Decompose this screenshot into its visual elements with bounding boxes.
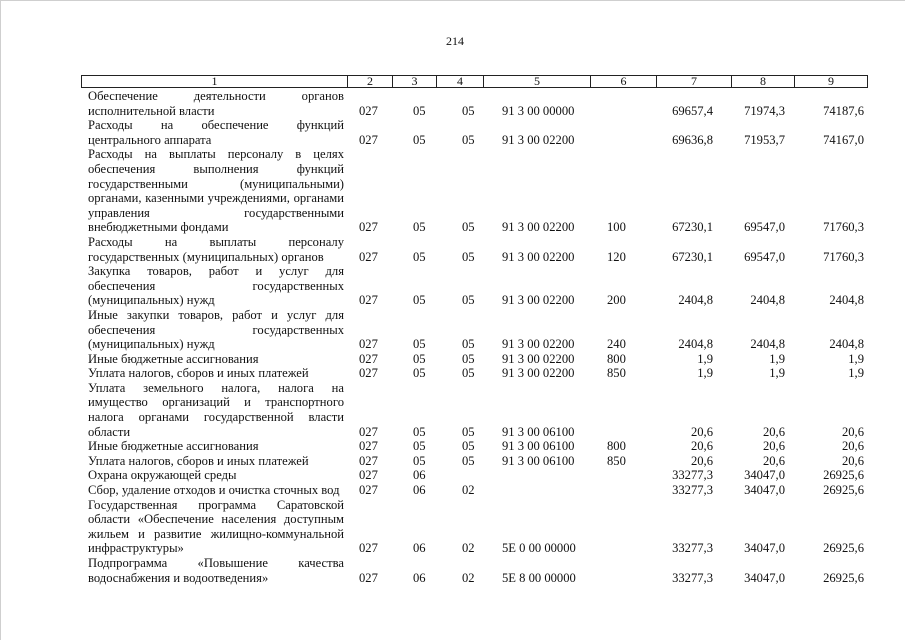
- header-col-8: 8: [731, 76, 794, 87]
- row-amount-year-2: 69547,0: [744, 249, 785, 264]
- row-ved-code: 027: [359, 541, 378, 556]
- row-amount-year-2: 71974,3: [744, 103, 785, 118]
- row-target-article-code: 91 3 00 00000: [502, 103, 575, 118]
- row-item-name: Сбор, удаление отходов и очистка сточных вод: [88, 483, 340, 498]
- row-subsection-code: 02: [462, 483, 475, 498]
- row-amount-year-2: 34047,0: [744, 570, 785, 585]
- row-amount-year-1: 33277,3: [672, 570, 713, 585]
- row-ved-code: 027: [359, 468, 378, 483]
- row-subsection-code: 02: [462, 570, 475, 585]
- row-ved-code: 027: [359, 337, 378, 352]
- row-amount-year-3: 20,6: [841, 439, 864, 454]
- row-subsection-code: 02: [462, 541, 475, 556]
- row-amount-year-3: 71760,3: [823, 249, 864, 264]
- row-target-article-code: 91 3 00 02200: [502, 351, 575, 366]
- table-row: [88, 308, 868, 352]
- row-ved-code: 027: [359, 483, 378, 498]
- row-ved-code: 027: [359, 439, 378, 454]
- row-item-name: Иные бюджетные ассигнования: [88, 439, 259, 454]
- row-subsection-code: 05: [462, 132, 475, 147]
- row-amount-year-3: 26925,6: [823, 468, 864, 483]
- row-amount-year-1: 1,9: [697, 366, 713, 381]
- row-amount-year-2: 20,6: [762, 453, 785, 468]
- row-target-article-code: 91 3 00 02200: [502, 366, 575, 381]
- row-section-code: 05: [413, 249, 426, 264]
- row-ved-code: 027: [359, 220, 378, 235]
- row-amount-year-2: 2404,8: [750, 337, 785, 352]
- row-item-name: Иные закупки товаров, работ и услуг для обеспечения государственных (муниципальных) нужд: [88, 307, 344, 352]
- row-target-article-code: 91 3 00 02200: [502, 220, 575, 235]
- row-amount-year-1: 33277,3: [672, 483, 713, 498]
- row-amount-year-1: 2404,8: [678, 337, 713, 352]
- row-amount-year-3: 74187,6: [823, 103, 864, 118]
- row-amount-year-1: 20,6: [690, 439, 713, 454]
- row-subsection-code: 05: [462, 103, 475, 118]
- row-target-article-code: 91 3 00 02200: [502, 293, 575, 308]
- row-amount-year-1: 20,6: [690, 453, 713, 468]
- header-col-1: 1: [211, 74, 218, 88]
- table-row: [88, 235, 868, 264]
- row-amount-year-3: 2404,8: [829, 293, 864, 308]
- row-amount-year-3: 26925,6: [823, 541, 864, 556]
- row-section-code: 05: [413, 453, 426, 468]
- row-amount-year-2: 69547,0: [744, 220, 785, 235]
- table-row: [88, 352, 868, 367]
- column-number-header: [81, 75, 868, 88]
- row-target-article-code: 91 3 00 06100: [502, 439, 575, 454]
- row-ved-code: 027: [359, 103, 378, 118]
- row-amount-year-1: 33277,3: [672, 468, 713, 483]
- row-amount-year-2: 2404,8: [750, 293, 785, 308]
- row-ved-code: 027: [359, 351, 378, 366]
- table-row: [88, 147, 868, 235]
- row-item-name: Уплата налогов, сборов и иных платежей: [88, 366, 309, 381]
- row-target-article-code: 91 3 00 06100: [502, 453, 575, 468]
- row-item-name: Уплата земельного налога, налога на имущество организаций и транспортного налога органами государственной власти области: [88, 380, 344, 439]
- header-col-5: 5: [483, 76, 590, 87]
- row-amount-year-1: 2404,8: [678, 293, 713, 308]
- row-amount-year-2: 20,6: [762, 424, 785, 439]
- table-row: [88, 454, 868, 469]
- row-amount-year-2: 1,9: [769, 351, 785, 366]
- header-col-3: 3: [392, 76, 436, 87]
- row-amount-year-3: 2404,8: [829, 337, 864, 352]
- row-amount-year-1: 67230,1: [672, 249, 713, 264]
- table-row: [88, 439, 868, 454]
- row-expense-type-code: 120: [607, 249, 626, 264]
- row-subsection-code: 05: [462, 220, 475, 235]
- row-amount-year-3: 26925,6: [823, 570, 864, 585]
- row-expense-type-code: 800: [607, 439, 626, 454]
- row-amount-year-2: 1,9: [769, 366, 785, 381]
- scan-edge-top: [0, 0, 905, 1]
- row-ved-code: 027: [359, 570, 378, 585]
- row-expense-type-code: 100: [607, 220, 626, 235]
- row-subsection-code: 05: [462, 351, 475, 366]
- row-target-article-code: 91 3 00 02200: [502, 337, 575, 352]
- row-amount-year-2: 20,6: [762, 439, 785, 454]
- row-subsection-code: 05: [462, 293, 475, 308]
- row-amount-year-3: 20,6: [841, 424, 864, 439]
- row-amount-year-3: 71760,3: [823, 220, 864, 235]
- table-row: [88, 498, 868, 556]
- budget-table: [88, 89, 868, 585]
- row-item-name: Закупка товаров, работ и услуг для обеспечения государственных (муниципальных) нужд: [88, 264, 344, 308]
- row-section-code: 05: [413, 132, 426, 147]
- page-number: 214: [446, 34, 464, 48]
- row-ved-code: 027: [359, 366, 378, 381]
- row-section-code: 05: [413, 293, 426, 308]
- table-row: [88, 468, 868, 483]
- row-subsection-code: 05: [462, 337, 475, 352]
- row-section-code: 05: [413, 103, 426, 118]
- row-section-code: 05: [413, 439, 426, 454]
- row-item-name: Обеспечение деятельности органов исполнительной власти: [88, 89, 344, 118]
- row-subsection-code: 05: [462, 439, 475, 454]
- row-amount-year-3: 1,9: [848, 351, 864, 366]
- row-amount-year-1: 67230,1: [672, 220, 713, 235]
- row-amount-year-1: 69657,4: [672, 103, 713, 118]
- table-row: [88, 483, 868, 498]
- row-expense-type-code: 200: [607, 293, 626, 308]
- row-section-code: 05: [413, 337, 426, 352]
- row-expense-type-code: 800: [607, 351, 626, 366]
- row-amount-year-1: 20,6: [690, 424, 713, 439]
- table-row: [88, 89, 868, 118]
- row-amount-year-2: 71953,7: [744, 132, 785, 147]
- row-section-code: 06: [413, 570, 426, 585]
- row-section-code: 06: [413, 483, 426, 498]
- header-col-9: 9: [794, 76, 867, 87]
- row-target-article-code: 91 3 00 02200: [502, 132, 575, 147]
- row-subsection-code: 05: [462, 424, 475, 439]
- row-item-name: Расходы на выплаты персоналу в целях обеспечения выполнения функций государственными (муниципальными) органами, казенными учреждениями, органами управления государственными внебюджетными фондами: [88, 147, 344, 235]
- row-section-code: 05: [413, 424, 426, 439]
- row-section-code: 05: [413, 366, 426, 381]
- row-section-code: 05: [413, 351, 426, 366]
- row-item-name: Уплата налогов, сборов и иных платежей: [88, 453, 309, 468]
- row-target-article-code: 5Е 0 00 00000: [502, 541, 576, 556]
- header-col-4: 4: [436, 76, 483, 87]
- row-ved-code: 027: [359, 424, 378, 439]
- table-row: [88, 381, 868, 439]
- header-col-2: 2: [347, 76, 392, 87]
- row-amount-year-3: 74167,0: [823, 132, 864, 147]
- row-target-article-code: 5Е 8 00 00000: [502, 570, 576, 585]
- scan-edge-left: [0, 0, 1, 640]
- row-ved-code: 027: [359, 132, 378, 147]
- row-amount-year-1: 1,9: [697, 351, 713, 366]
- row-subsection-code: 05: [462, 453, 475, 468]
- row-item-name: Расходы на обеспечение функций центрального аппарата: [88, 118, 344, 147]
- row-subsection-code: 05: [462, 249, 475, 264]
- row-ved-code: 027: [359, 293, 378, 308]
- header-col-6: 6: [590, 76, 656, 87]
- table-row: [88, 556, 868, 585]
- row-ved-code: 027: [359, 453, 378, 468]
- row-expense-type-code: 850: [607, 453, 626, 468]
- row-amount-year-3: 20,6: [841, 453, 864, 468]
- row-subsection-code: 05: [462, 366, 475, 381]
- row-expense-type-code: 240: [607, 337, 626, 352]
- row-expense-type-code: 850: [607, 366, 626, 381]
- table-row: [88, 264, 868, 308]
- row-section-code: 05: [413, 220, 426, 235]
- row-target-article-code: 91 3 00 06100: [502, 424, 575, 439]
- row-amount-year-2: 34047,0: [744, 468, 785, 483]
- table-row: [88, 118, 868, 147]
- row-item-name: Расходы на выплаты персоналу государственных (муниципальных) органов: [88, 234, 344, 264]
- row-amount-year-3: 1,9: [848, 366, 864, 381]
- row-item-name: Государственная программа Саратовской области «Обеспечение населения доступным жильем и развитие жилищно-коммунальной инфраструктуры»: [88, 497, 344, 556]
- row-item-name: Подпрограмма «Повышение качества водоснабжения и водоотведения»: [88, 556, 344, 585]
- header-col-7: 7: [656, 76, 731, 87]
- row-item-name: Охрана окружающей среды: [88, 468, 237, 483]
- row-item-name: Иные бюджетные ассигнования: [88, 351, 259, 366]
- row-target-article-code: 91 3 00 02200: [502, 249, 575, 264]
- row-section-code: 06: [413, 468, 426, 483]
- row-ved-code: 027: [359, 249, 378, 264]
- row-section-code: 06: [413, 541, 426, 556]
- row-amount-year-2: 34047,0: [744, 483, 785, 498]
- row-amount-year-1: 33277,3: [672, 541, 713, 556]
- row-amount-year-2: 34047,0: [744, 541, 785, 556]
- row-amount-year-3: 26925,6: [823, 483, 864, 498]
- table-row: [88, 366, 868, 381]
- row-amount-year-1: 69636,8: [672, 132, 713, 147]
